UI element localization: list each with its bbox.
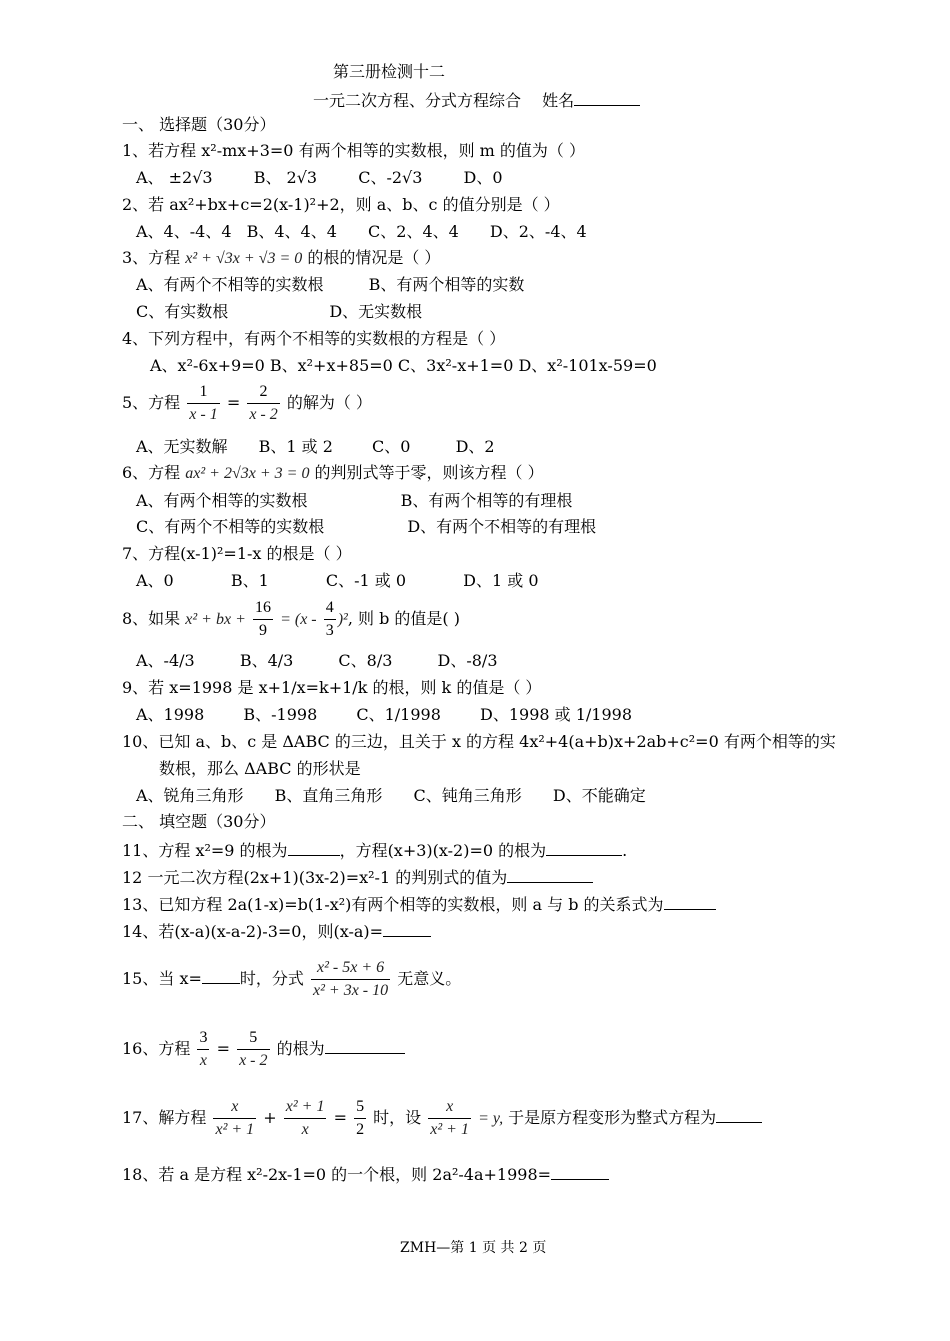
question-15 (122, 955, 461, 1003)
q16-blank[interactable] (325, 1037, 405, 1054)
option-a: A、 ±2√3 (136, 168, 213, 187)
numerator: x² - 5x + 6 (311, 957, 390, 980)
q15-text-b: 时，分式 (239, 969, 304, 988)
question-12 (122, 866, 593, 888)
option-c: C、1/1998 (356, 705, 441, 724)
q13-blank[interactable] (664, 893, 716, 910)
q11-blank-1[interactable] (288, 839, 340, 856)
q11-text-a: 11、方程 x²=9 的根为 (122, 841, 288, 860)
option-c: C、2、4、4 (368, 222, 459, 241)
question-16: 16、方程 $\frac{3}{x}$ = $\frac{5}{x - 2}$ 的根为 (122, 1025, 405, 1073)
question-3 (122, 248, 440, 269)
q3-pre: 3、方程 (122, 248, 181, 267)
option-b: B、直角三角形 (274, 786, 383, 805)
option-a: A、锐角三角形 (136, 786, 244, 805)
numerator: 3 (197, 1027, 209, 1050)
option-d: D、1 或 0 (463, 571, 539, 590)
numerator: x (213, 1096, 256, 1119)
denominator: x (301, 1121, 309, 1138)
option-b: B、有两个相等的实数 (368, 275, 525, 294)
q15-text-a: 15、当 x= (122, 969, 202, 988)
option-b: B、4/3 (239, 651, 294, 670)
q18-text: 18、若 a 是方程 x²-2x-1=0 的一个根，则 2a²-4a+1998= (122, 1165, 552, 1184)
question-1: 1、若方程 x²-mx+3=0 有两个相等的实数根，则 m 的值为（ ） (122, 141, 585, 160)
option-a: A、有两个相等的实数根 (136, 491, 308, 510)
q6-equation: ax² + 2√3x + 3 = 0 (185, 465, 310, 482)
option-b: B、1 (230, 571, 269, 590)
q17-text-a: 17、解方程 (122, 1108, 207, 1127)
options-5 (136, 437, 495, 457)
q17-fraction-4 (428, 1096, 471, 1141)
q6-pre: 6、方程 (122, 463, 181, 482)
option-d: D、2 (455, 437, 495, 456)
q8-eq-part-b: = (x - (280, 611, 317, 628)
question-10-line1: 10、已知 a、b、c 是 ΔABC 的三边，且关于 x 的方程 4x²+4(a+b)x+2ab+c²=0 有两个相等的实 (122, 732, 836, 751)
option-c: C、8/3 (338, 651, 393, 670)
q11-blank-2[interactable] (546, 839, 622, 856)
option-a: A、无实数解 (136, 437, 228, 456)
option-b: B、 2√3 (253, 168, 318, 187)
q17-fraction-2 (284, 1096, 327, 1141)
denominator: x - 2 (239, 1052, 268, 1069)
q17-eq-y: = y, (478, 1110, 504, 1127)
option-a: A、1998 (136, 705, 205, 724)
denominator: x - 1 (189, 406, 218, 423)
options-3-row1 (136, 275, 524, 295)
option-b: B、4、4、4 (246, 222, 337, 241)
option-b: B、-1998 (243, 705, 318, 724)
q16-text-b: 的根为 (276, 1039, 325, 1058)
q18-blank[interactable] (551, 1163, 609, 1180)
section-title-fill: 二、 填空题（30分） (122, 812, 276, 831)
options-2 (136, 222, 587, 242)
q15-blank[interactable] (202, 967, 240, 984)
options-7 (136, 571, 539, 591)
option-c: C、0 (372, 437, 411, 456)
subtitle-text: 一元二次方程、分式方程综合 (313, 91, 522, 110)
question-11 (122, 839, 627, 861)
q15-fraction (311, 957, 390, 1002)
page-subtitle (313, 89, 640, 111)
question-6 (122, 463, 544, 484)
numerator: x (428, 1096, 471, 1119)
options-8 (136, 651, 498, 671)
q5-fraction-right (247, 381, 279, 426)
q17-text-c: 于是原方程变形为整式方程为 (508, 1108, 717, 1127)
option-d: D、1998 或 1/1998 (480, 705, 633, 724)
numerator: 4 (324, 597, 336, 620)
q16-text-a: 16、方程 (122, 1039, 191, 1058)
q6-post: 的判别式等于零，则该方程（ ） (314, 463, 544, 482)
question-7: 7、方程(x-1)²=1-x 的根是（ ） (122, 544, 352, 563)
q16-fraction-right (237, 1027, 269, 1072)
q3-equation: x² + √3x + √3 = 0 (185, 250, 303, 267)
options-9 (136, 705, 632, 725)
question-5: 5、方程 $\frac{1}{x - 1}$ = $\frac{2}{x - 2}$ 的解为（ ） (122, 380, 372, 426)
option-d: D、有两个不相等的有理根 (407, 517, 597, 536)
q12-blank[interactable] (507, 866, 593, 883)
q13-text: 13、已知方程 2a(1-x)=b(1-x²)有两个相等的实数根，则 a 与 b 的关系式为 (122, 895, 664, 914)
option-c: C、有实数根 (136, 302, 229, 321)
q5-fraction-left (187, 381, 219, 426)
numerator: 1 (187, 381, 219, 404)
option-d: D、-8/3 (437, 651, 498, 670)
q8-fraction-4-3 (324, 597, 336, 642)
option-a: A、0 (136, 571, 174, 590)
q3-post: 的根的情况是（ ） (307, 248, 441, 267)
q15-text-c: 无意义。 (397, 969, 462, 988)
denominator: x (199, 1052, 208, 1069)
question-18 (122, 1163, 609, 1185)
options-3-row2 (136, 302, 422, 322)
option-b: B、1 或 2 (258, 437, 333, 456)
denominator: x² + 3x - 10 (313, 982, 389, 999)
q8-pre: 8、如果 (122, 609, 181, 628)
question-17: 17、解方程 $\frac{x}{\text{x² + 1}}$ + $\frac{\text{x² + 1}}{x}$ = $\frac{5}{2}$ 时，设 $\frac{x}{\text{x² + 1}}$ = y, 于是原方程变形为整式方程为 (122, 1094, 762, 1143)
numerator: 16 (253, 597, 273, 620)
question-10-line2: 数根，那么 ΔABC 的形状是 (159, 759, 361, 778)
q14-blank[interactable] (383, 920, 431, 937)
name-blank[interactable] (574, 89, 640, 106)
option-a: A、4、-4、4 (136, 222, 232, 241)
numerator: 5 (354, 1096, 366, 1119)
option-c: C、有两个不相等的实数根 (136, 517, 325, 536)
option-a: A、-4/3 (136, 651, 195, 670)
q5-pre: 5、方程 (122, 393, 181, 412)
q17-text-b: 时，设 (373, 1108, 422, 1127)
q5-post: 的解为（ ） (286, 393, 372, 412)
denominator: x² + 1 (215, 1121, 255, 1138)
options-1 (136, 168, 503, 188)
page-footer: ZMH—第 1 页 共 2 页 (400, 1240, 547, 1256)
option-c: C、钝角三角形 (413, 786, 522, 805)
options-4: A、x²-6x+9=0 B、x²+x+85=0 C、3x²-x+1=0 D、x²-101x-59=0 (150, 356, 657, 375)
question-2: 2、若 ax²+bx+c=2(x-1)²+2，则 a、b、c 的值分别是（ ） (122, 195, 560, 214)
options-6-row1 (136, 491, 572, 511)
q14-text: 14、若(x-a)(x-a-2)-3=0，则(x-a)= (122, 922, 384, 941)
option-d: D、2、-4、4 (489, 222, 587, 241)
q8-eq-part-c: )² (337, 611, 348, 628)
question-8 (122, 596, 460, 643)
options-6-row2 (136, 517, 596, 537)
option-d: D、0 (463, 168, 503, 187)
denominator: x - 2 (249, 406, 278, 423)
section-title-choice: 一、 选择题（30分） (122, 115, 276, 134)
q8-post: , 则 b 的值是( ) (347, 609, 461, 628)
denominator: x² + 1 (430, 1121, 469, 1138)
q8-fraction-16-9 (253, 597, 273, 642)
q11-text-c: . (622, 841, 628, 860)
numerator: 5 (237, 1027, 269, 1050)
numerator: x² + 1 (284, 1096, 327, 1119)
q12-text: 12 一元二次方程(2x+1)(3x-2)=x²-1 的判别式的值为 (122, 868, 508, 887)
options-10 (136, 786, 646, 806)
q17-fraction-3 (354, 1096, 366, 1141)
option-c: C、-1 或 0 (325, 571, 407, 590)
option-a: A、有两个不相等的实数根 (136, 275, 324, 294)
name-label: 姓名 (542, 91, 575, 110)
q17-fraction-1 (213, 1096, 256, 1141)
denominator: 2 (356, 1121, 365, 1138)
q8-eq-part-a: x² + bx + (185, 611, 246, 628)
option-b: B、有两个相等的有理根 (400, 491, 573, 510)
question-14 (122, 920, 431, 942)
numerator: 2 (247, 381, 279, 404)
denominator: 9 (258, 622, 267, 639)
option-d: D、不能确定 (552, 786, 646, 805)
q11-text-b: ，方程(x+3)(x-2)=0 的根为 (339, 841, 547, 860)
q17-blank[interactable] (716, 1106, 762, 1123)
question-9: 9、若 x=1998 是 x+1/x=k+1/k 的根，则 k 的值是（ ） (122, 678, 542, 697)
question-13 (122, 893, 716, 915)
option-d: D、无实数根 (329, 302, 423, 321)
denominator: 3 (325, 622, 334, 639)
question-4: 4、下列方程中，有两个不相等的实数根的方程是（ ） (122, 329, 506, 348)
option-c: C、-2√3 (358, 168, 423, 187)
page-title: 第三册检测十二 (333, 62, 446, 81)
q16-fraction-left (197, 1027, 209, 1072)
